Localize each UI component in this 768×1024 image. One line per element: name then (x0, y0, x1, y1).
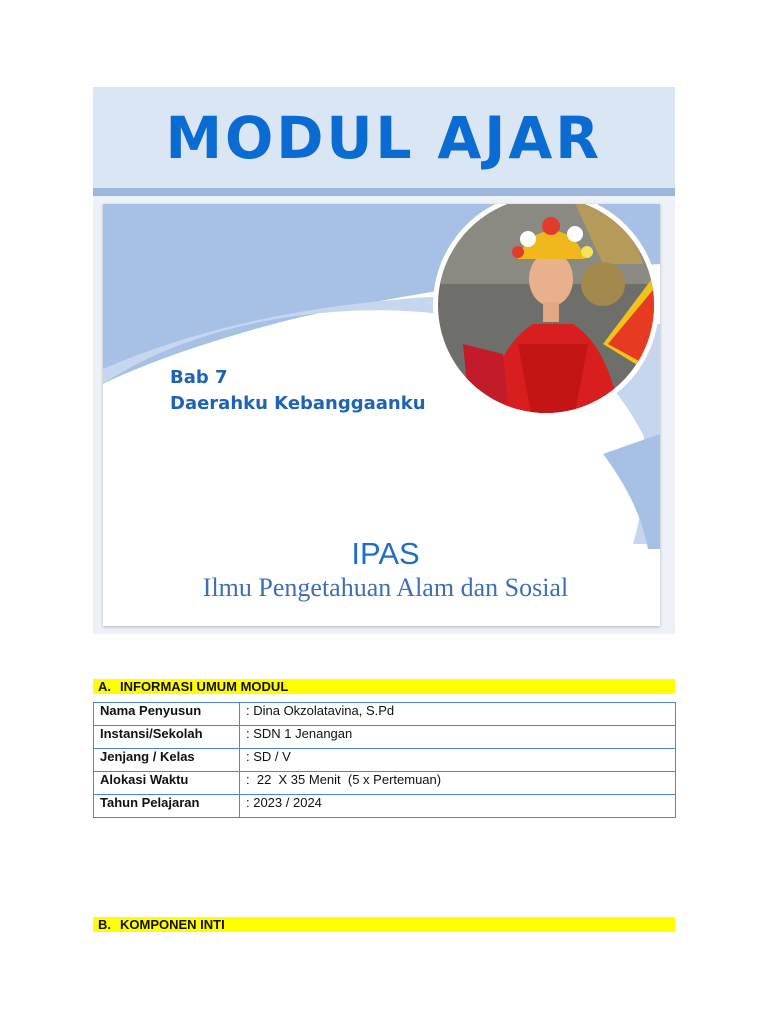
module-info-table (93, 702, 676, 818)
cover-image-frame (93, 196, 675, 634)
row-label: Nama Penyusun (94, 703, 240, 726)
table-row (94, 749, 676, 772)
title-divider (93, 188, 675, 196)
section-a-heading (93, 679, 675, 694)
cover-card (103, 204, 660, 626)
row-value: : Dina Okzolatavina, S.Pd (240, 703, 676, 726)
subject-subtitle: Ilmu Pengetahuan Alam dan Sosial (202, 573, 569, 602)
chapter-number: Bab 7 (170, 367, 228, 388)
section-b-number: B. (98, 917, 111, 932)
row-label: Instansi/Sekolah (94, 726, 240, 749)
row-value: : 2023 / 2024 (240, 795, 676, 818)
row-value: : 22 X 35 Menit (5 x Pertemuan) (240, 772, 676, 795)
row-value: : SDN 1 Jenangan (240, 726, 676, 749)
section-b-heading (93, 917, 675, 932)
title-band (93, 87, 675, 188)
row-label: Alokasi Waktu (94, 772, 240, 795)
chapter-title: Daerahku Kebanggaanku (170, 393, 426, 414)
table-row (94, 795, 676, 818)
table-row (94, 772, 676, 795)
chapter-heading (170, 365, 426, 417)
document-title: MODUL AJAR (165, 103, 603, 172)
subject-title: IPAS (351, 536, 420, 571)
row-label: Jenjang / Kelas (94, 749, 240, 772)
section-a-number: A. (98, 679, 111, 694)
row-label: Tahun Pelajaran (94, 795, 240, 818)
row-value: : SD / V (240, 749, 676, 772)
table-row (94, 703, 676, 726)
section-b-title: KOMPONEN INTI (120, 917, 225, 932)
section-a-title: INFORMASI UMUM MODUL (120, 679, 289, 694)
table-row (94, 726, 676, 749)
